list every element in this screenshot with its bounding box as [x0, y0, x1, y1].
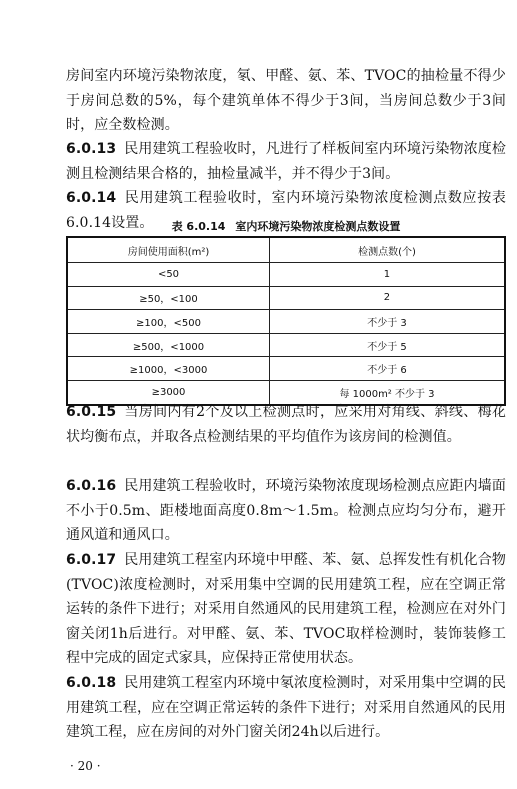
clause-number: 6.0.16 — [66, 478, 117, 494]
cell-area: ≥100，<500 — [67, 310, 269, 334]
cell-points: 1 — [269, 263, 505, 287]
cell-area: ≥50，<100 — [67, 286, 269, 310]
clause-number: 6.0.18 — [66, 675, 117, 691]
table-row — [67, 263, 505, 287]
cell-points: 2 — [269, 286, 505, 310]
clause-number: 6.0.15 — [66, 404, 117, 420]
clause-text: 民用建筑工程验收时，室内环境污染物浓度检测点数应按表6.0.14设置。 — [66, 190, 506, 231]
cell-points: 不少于 3 — [269, 310, 505, 334]
clause-text: 民用建筑工程室内环境中甲醛、苯、氨、总挥发性有机化合物(TVOC)浓度检测时，对采用集中空调的民用建筑工程，应在空调正常运转的条件下进行；对采用自然通风的民用建筑工程，检测应在对外门窗关闭1h后进行。对甲醛、氨、苯、TVOC取样检测时，装饰装修工程中完成的固定式家具，应保持正常使用状态。 — [66, 552, 506, 666]
clause-text: 民用建筑工程室内环境中氡浓度检测时，对采用集中空调的民用建筑工程，应在空调正常运转的条件下进行；对采用自然通风的民用建筑工程，应在房间的对外门窗关闭24h以后进行。 — [66, 675, 506, 740]
clause-text: 当房间内有2个及以上检测点时，应采用对角线、斜线、梅花状均衡布点，并取各点检测结果的平均值作为该房间的检测值。 — [66, 404, 506, 445]
cell-area: ≥500，<1000 — [67, 333, 269, 357]
cell-points: 不少于 6 — [269, 357, 505, 381]
table-caption — [66, 218, 506, 234]
page-number: · 20 · — [70, 759, 101, 773]
cell-area: <50 — [67, 263, 269, 287]
clause-text: 民用建筑工程验收时，凡进行了样板间室内环境污染物浓度检测且检测结果合格的，抽检量减半，并不得少于3间。 — [66, 141, 506, 182]
cell-area: ≥1000，<3000 — [67, 357, 269, 381]
clause-6-0-17 — [66, 548, 506, 671]
table-row — [67, 333, 505, 357]
cell-points: 每 1000m² 不少于 3 — [269, 380, 505, 404]
detection-points-table — [66, 236, 506, 406]
table-number: 表 6.0.14 — [171, 220, 226, 233]
cell-points: 不少于 5 — [269, 333, 505, 357]
table-row — [67, 310, 505, 334]
header-points: 检测点数(个) — [269, 237, 505, 263]
cell-area: ≥3000 — [67, 380, 269, 404]
clause-6-0-18 — [66, 671, 506, 745]
table-row — [67, 286, 505, 310]
clause-number: 6.0.13 — [66, 141, 117, 157]
clause-number: 6.0.14 — [66, 190, 117, 206]
header-area: 房间使用面积(m²) — [67, 237, 269, 263]
clause-6-0-15 — [66, 400, 506, 449]
clause-number: 6.0.17 — [66, 552, 117, 568]
table-row — [67, 357, 505, 381]
clause-6-0-16 — [66, 474, 506, 548]
paragraph-intro — [66, 64, 506, 138]
paragraph-text: 房间室内环境污染物浓度，氡、甲醛、氨、苯、TVOC的抽检量不得少于房间总数的5%，每个建筑单体不得少于3间，当房间总数少于3间时，应全数检测。 — [66, 68, 506, 133]
clause-6-0-13 — [66, 137, 506, 186]
clause-text: 民用建筑工程验收时，环境污染物浓度现场检测点应距内墙面不小于0.5m、距楼地面高度0.8m～1.5m。检测点应均匀分布，避开通风道和通风口。 — [66, 478, 506, 543]
table-title: 室内环境污染物浓度检测点数设置 — [235, 220, 401, 233]
table-header-row — [67, 237, 505, 263]
